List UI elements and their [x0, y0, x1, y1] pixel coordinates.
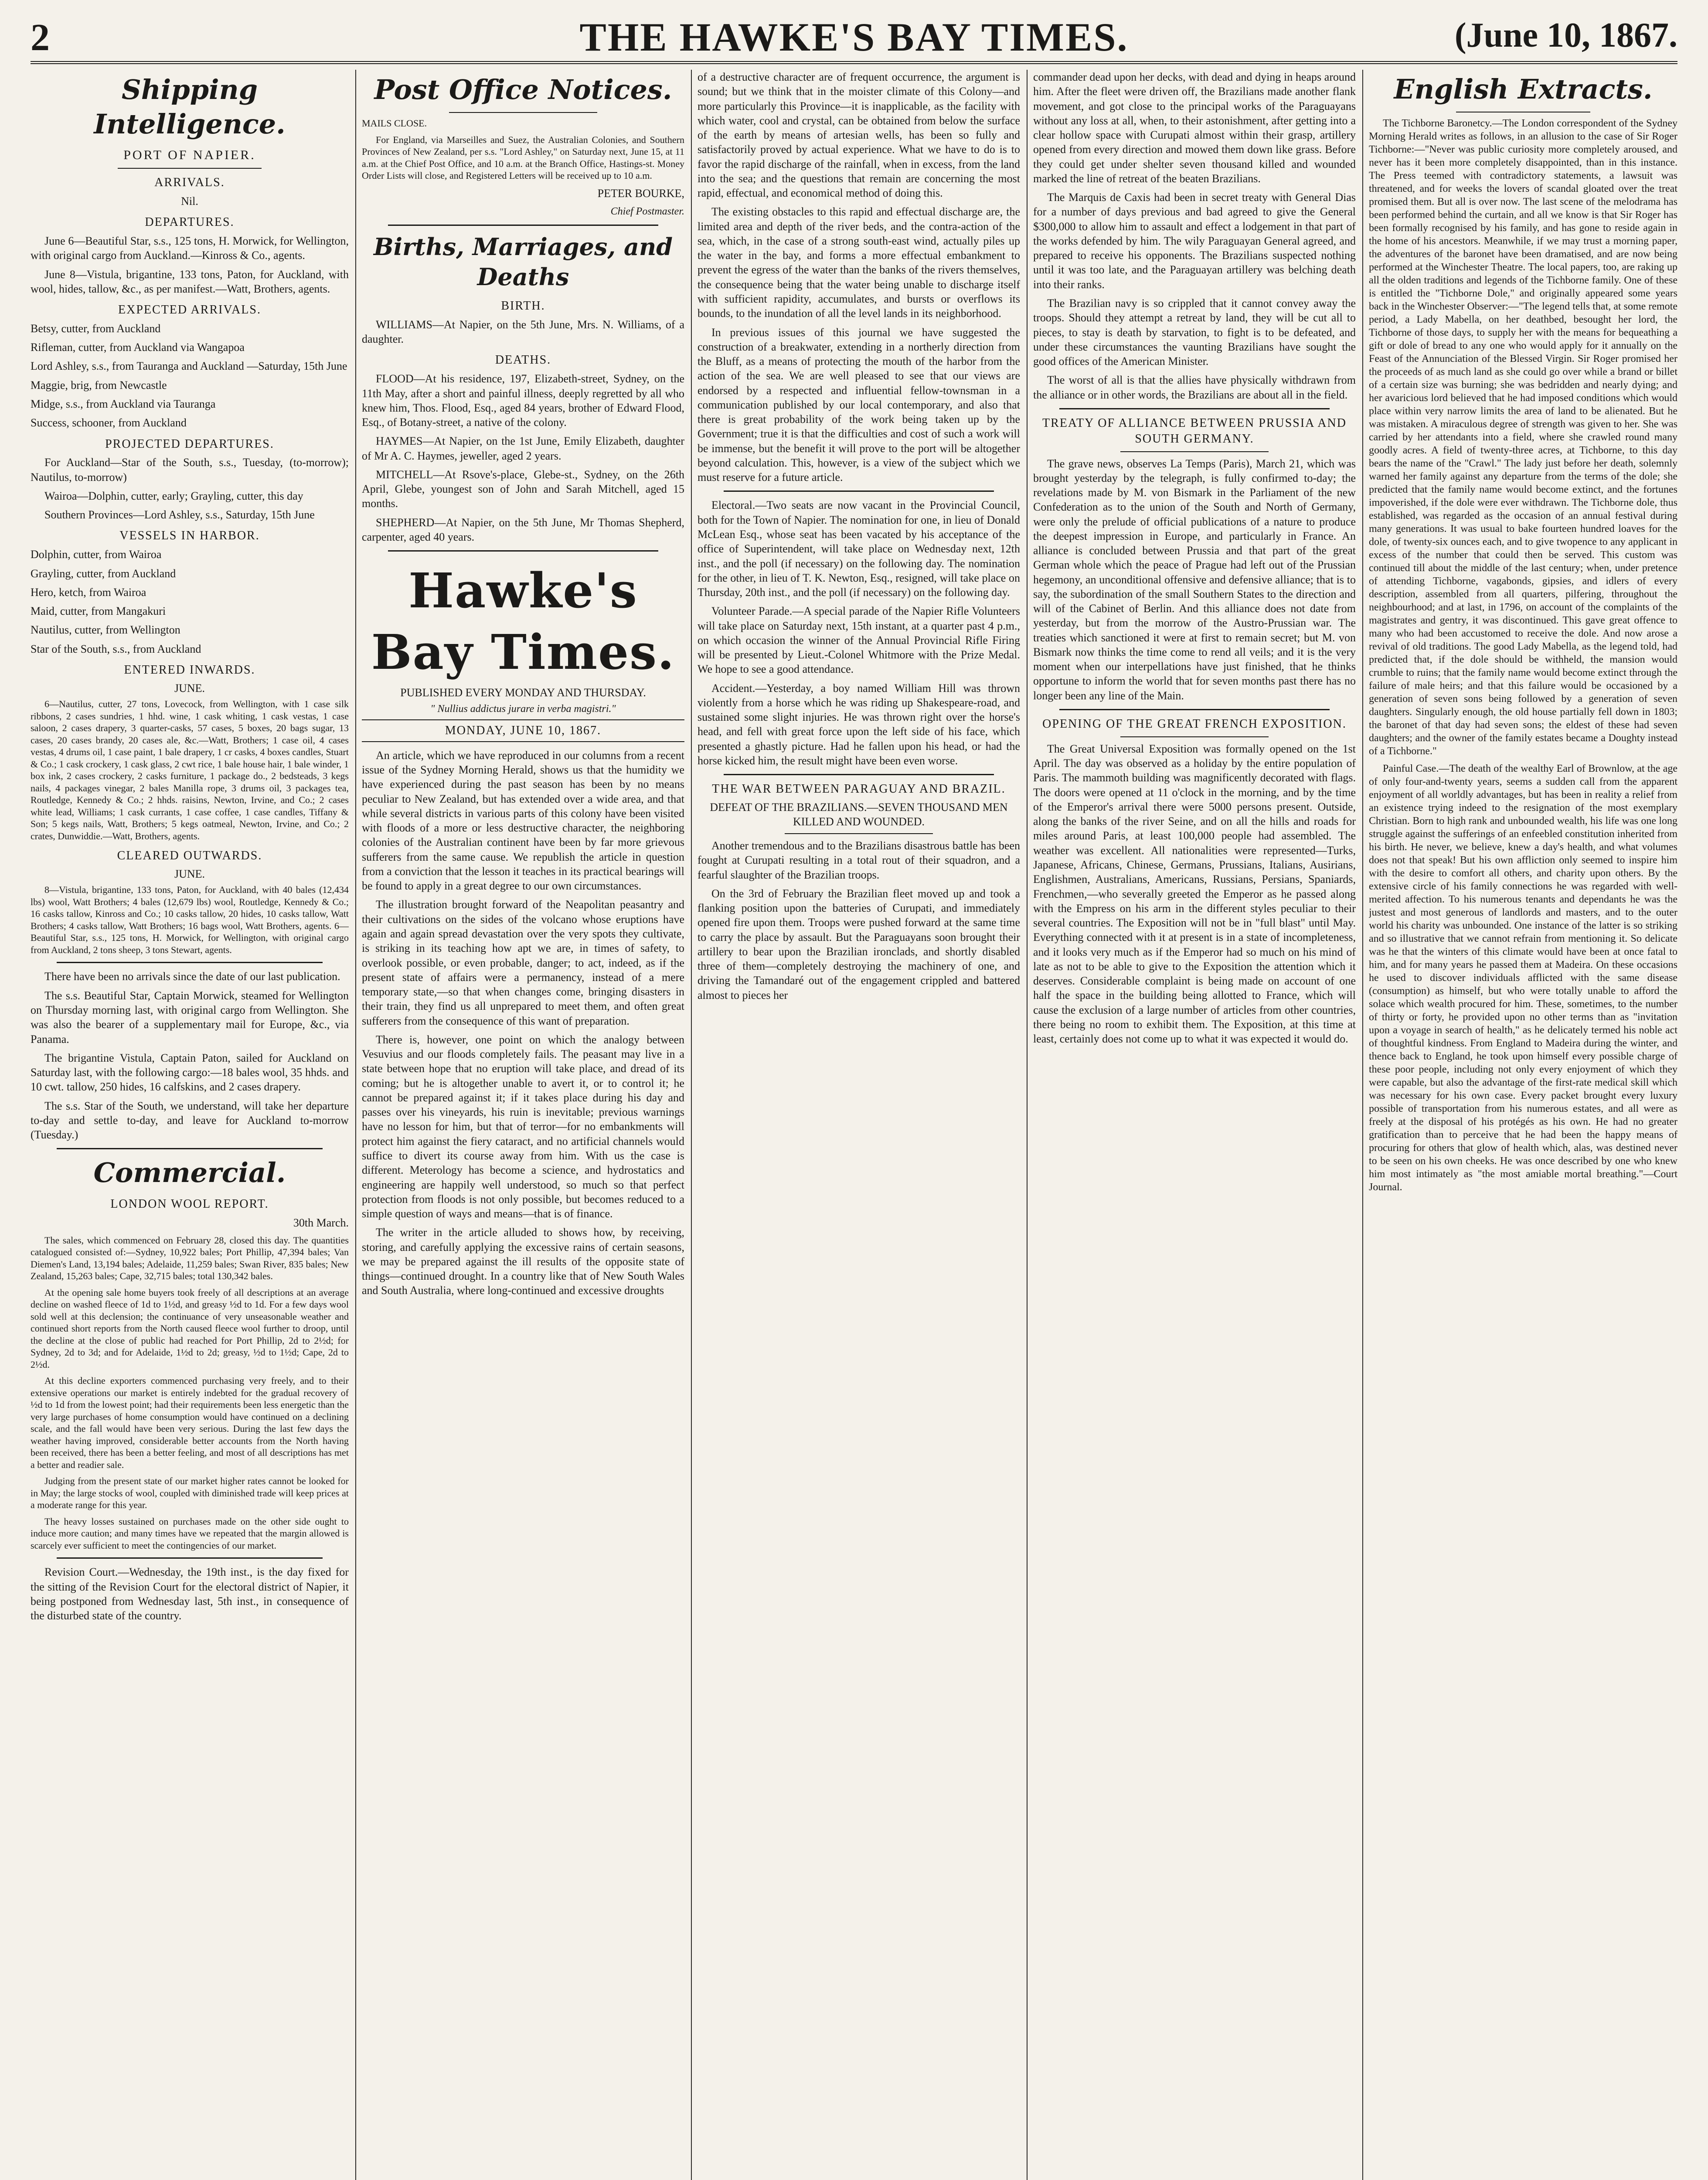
- cleared-month: JUNE.: [174, 867, 205, 880]
- column-shipping: [31, 70, 349, 2180]
- cleared-heading: CLEARED OUTWARDS.: [117, 849, 262, 863]
- divider: [57, 1557, 323, 1559]
- column-english-extracts: [1369, 70, 1677, 2180]
- death-notice: FLOOD—At his residence, 197, Elizabeth-street, Sydney, on the 11th May, after a short and painful illness, deeply regretted by all who knew him, Thos. Flood, Esq., aged 84 years, brother of Edward Flood, Esq., of Botany-street, a native of the colony.: [362, 372, 684, 429]
- divider: [1059, 709, 1330, 710]
- revision-court-paragraph: Revision Court.—Wednesday, the 19th inst., is the day fixed for the sitting of the Revision Court for the electoral district of Napier, it being postponed from Wednesday last, 5th inst., in consequence of the disturbed state of the country.: [31, 1566, 349, 1622]
- bmd-title: Births, Marriages, and Deaths: [373, 232, 673, 291]
- tichborne-paragraph: The Tichborne Baronetcy.—The London correspondent of the Sydney Morning Herald writes as follows, in an allusion to the case of Sir Roger Tichborne:—"Never was public curiosity more completely aroused, and never has it been more completely disappointed, than in this instance. The Press teemed with contradictory statements, a lawsuit was threatened, and for weeks the lovers of scandal gloated over the treat promised them. But all is over now. The last scene of the melodrama has been performed behind the curtain, and all we know is that Sir Roger has been formally recognised by his family, and has gone to reside again in the home of his ancestors. Meanwhile, if we may trust a morning paper, the adventures of the baronet have been dramatised, and are now being performed at the Winchester Theatre. The local papers, too, are raking up all the olden traditions and legends of the Tichborne family. One of these is entitled the "Tichborne Dole," and originally appeared some years back in the Winchester Observer:—"The legend tells that, at some remote period, a Lady Mabella, on her deathbed, besought her lord, the Tichborne of those days, to supply her with the means for bequeathing a gift or dole of bread to any one who would apply for it annually on the Feast of the Annunciation of the Blessed Virgin. Sir Roger promised her the proceeds of as much land as she could go over while a brand or billet of a certain size was burning; she was bedridden and nearly dying; and her avaricious lord believed that he had imposed conditions which would place within very narrow limits the area of land to be alienated. But he was mistaken. A miraculous degree of strength was given to her. She was carried by her attendants into a field, where she crawled round many goodly acres. A field of twenty-three acres, at Tichborne, to this day bears the name of the "Crawl." The lady just before her death, solemnly warned her family against any departure from the terms of the dole; she predicted that the family name would become extinct, and the fortunes impoverished, if the dole were ever withdrawn. The Tichborne dole, thus established, was regarded as the occasion of an annual festival during many generations. It was usual to bake fourteen hundred loaves for the dole, of twenty-six ounces each, and to give twopence to any applicant in excess of the number that could then be served. This custom was continued till about the middle of the last century; when, under pretence of attending Tichborne, vagabonds, gipsies, and idlers of every description, assembled from all quarters, pilfering, throughout the neighbourhood; and at last, in 1796, on account of the complaints of the magistrates and gentry, it was discontinued. This gave great offence to many who had been accustomed to receive the dole. And now arose a revival of old traditions. The good Lady Mabella, as the legend told, had predicted that, if the dole should be withheld, the mansion would crumble to ruins; that the family name would become extinct through the failure of male heirs; and that this failure would be occasioned by a generation of seven sons being followed by a generation of seven daughters. Singularly enough, the old house partially fell down in 1803; the baronet of that day had seven sons; the eldest of these had seven daughters; and the owner of the family estates became a Doughty instead of a Tichborne.": [1369, 117, 1677, 757]
- editorial-nameplate: Hawke's Bay Times.: [371, 562, 675, 680]
- divider: [449, 112, 597, 113]
- expected-item: Maggie, brig, from Newcastle: [31, 378, 167, 392]
- electoral-paragraph: Electoral.—Two seats are now vacant in the Provincial Council, both for the Town of Napier. The nomination for one, in lieu of Donald McLean Esq., whose seat has been vacated by his acceptance of the office of Superintendent, will take place on Wednesday next, 12th inst., and the poll (if necessary) on the following day. The nomination for the other, in lieu of T. K. Newton, Esq., resigned, will take place on Thursday, 20th inst., and the poll (if necessary) on the following day.: [697, 499, 1020, 599]
- war-paragraph: The worst of all is that the allies have physically withdrawn from the alliance or in other words, the Brazilians are about all in the field.: [1033, 374, 1356, 401]
- column-rule: [1027, 70, 1028, 2180]
- mails-close-label: MAILS CLOSE.: [362, 118, 427, 129]
- birth-heading: BIRTH.: [501, 299, 545, 313]
- leader-paragraph: There is, however, one point on which the analogy between Vesuvius and our floods completely fails. The peasant may live in a state between hope that no eruption will take place, and dread of its coming; but he is altogether unable to avert it, or to control it; he cannot be prepared against it; if it takes place during his day and passes over his vineyards, his ruin is inevitable; previous warnings have no lesson for him, but that of terror—for no embankments will protect him against the fiery cataract, and no artificial channels would suffice to divert its course away from him. With us the case is different. Meterology has become a science, and hydrostatics and engineering are happily well understood, so much so that perfect protection from floods is not only possible, but becomes reduced to a simple question of ways and means—that is of finance.: [362, 1033, 684, 1220]
- leader-paragraph: The illustration brought forward of the Neapolitan peasantry and their cultivations on the sides of the volcano whose eruptions have again and again spread devastation over the very spots they cultivate, is striking in its teaching how apt we are, in times of safety, to overlook possible, or even probable, danger; to act, indeed, as if the present state of affairs were a permanency, instead of a mere temporary state,—so that when changes come, bringing disasters in their train, they find us all unprepared to meet them, and often great sufferers from the consequence of this want of preparation.: [362, 898, 684, 1027]
- column-rule: [355, 70, 356, 2180]
- column-leader-continued: [697, 70, 1020, 2180]
- harbor-item: Nautilus, cutter, from Wellington: [31, 623, 180, 637]
- accident-paragraph: Accident.—Yesterday, a boy named William Hill was thrown violently from a horse which he was riding up Shakespeare-road, and sustained some slight injuries. He was thrown right over the horse's head, and fell with great force upon the left side of his face, which presented a ghastly picture. Had he fallen upon his head, or had the horse kicked him, the result might have been even worse.: [697, 681, 1020, 767]
- harbor-item: Grayling, cutter, from Auckland: [31, 567, 176, 580]
- published-line: PUBLISHED EVERY MONDAY AND THURSDAY.: [400, 686, 646, 699]
- wool-report-paragraph: The sales, which commenced on February 28, closed this day. The quantities catalogued consisted of:—Sydney, 10,922 bales; Port Phillip, 47,394 bales; Van Diemen's Land, 13,194 bales; Adelaide, 11,259 bales; Swan River, 835 bales; New Zealand, 15,263 bales; Cape, 32,715 bales; total 130,342 bales.: [31, 1234, 349, 1282]
- column-rule: [1362, 70, 1363, 2180]
- divider: [1059, 408, 1330, 409]
- war-paragraph: Another tremendous and to the Brazilians disastrous battle has been fought at Curupati resulting in a total rout of their squadron, and a fearful slaughter of the Brazilian troops.: [697, 839, 1020, 881]
- divider: [57, 962, 323, 963]
- treaty-paragraph: The grave news, observes La Temps (Paris), March 21, which was brought yesterday by the telegraph, is fully confirmed to-day; the revelations made by M. von Bismark in the Parliament of the new Confederation as to the union of the South and North of Germany, were only the prelude of official publications of a nature to produce the deepest impression in Europe, and particularly in France. An alliance is concluded between Prussia and that part of the great German whole which the peace of Prague had left out of the Prussian hegemony, an unconditional offensive and defensive alliance; that is to say, the subordination of the small Southern States to the direction and will of the Cabinet of Berlin. And this alliance does not date from yesterday, but from the morrow of the Austro-Prussian war. The treaties which sanctioned it were at first to remain secret; but M. von Bismark now thinks the time come to rend all veils; and it is the very moment when our interpellations have just finished, that he thinks opportune to inform the world that for seven months past there has no longer been any line of the Main.: [1033, 457, 1356, 702]
- expected-item: Rifleman, cutter, from Auckland via Wangapoa: [31, 341, 245, 354]
- projected-heading: PROJECTED DEPARTURES.: [105, 437, 274, 451]
- exposition-paragraph: The Great Universal Exposition was formally opened on the 1st April. The day was observed as a holiday by the entire population of Paris. The mammoth building was magnificently decorated with flags. The doors were opened at 11 o'clock in the morning, and by the time of the Emperor's arrival there were 5000 persons present. Outside, along the banks of the river Seine, and on all the hills and roads for miles around Paris, at least 100,000 people had assembled. The weather was excellent. All nationalities were represented—Turks, Japanese, Africans, Chinese, Germans, Prussians, Italians, Ausirians, Englishmen, Australians, Americans, Russians, Persians, Spaniards, Frenchmen,—who severally greeted the Emperor as he passed along with the Empress on his arm in the different styles peculiar to their several countries. The Exposition will not be in "full blast" until May. Everything connected with it at present is in a state of incompleteness, and it looks very much as if the Emperor had so much on his mind of late as not to be able to give to the Exposition the attention which it deserves. Considerable complaint is being made on account of one half the space in the building being allotted to France, which will cause the exclusion of a large number of articles from other countries, there being no room to exhibit them. The Exposition, at this time at least, certainly does not come up to what it was expected it would do.: [1033, 742, 1356, 1046]
- war-heading: THE WAR BETWEEN PARAGUAY AND BRAZIL.: [712, 782, 1006, 796]
- divider: [724, 490, 994, 492]
- port-heading: PORT OF NAPIER.: [123, 147, 256, 162]
- post-signature-title: Chief Postmaster.: [610, 206, 684, 218]
- deaths-heading: DEATHS.: [495, 353, 551, 367]
- expected-heading: EXPECTED ARRIVALS.: [118, 303, 261, 317]
- shipping-title: Shipping Intelligence.: [94, 74, 286, 140]
- divider: [724, 774, 994, 775]
- war-paragraph: On the 3rd of February the Brazilian fleet moved up and took a flanking position upon the batteries of Curupati, and immediately opened fire upon them. Troops were pushed forward at the same time to carry the place by assault. But the Paraguayans soon brought their artillery to bear upon the Brazilian ironclads, and shortly disabled three of them—completely destroying the machinery of one, and driving the Tamandaré out of the engagement crippled and battered almost to pieces her: [697, 887, 1020, 1001]
- post-signature: PETER BOURKE,: [597, 187, 684, 200]
- leader-paragraph: of a destructive character are of frequent occurrence, the argument is sound; but we think that in the moister climate of this Colony—and more particularly this Province—it is inapplicable, as the facility with which water, cool and crystal, can be obtained from below the surface of the earth by means of artesian wells, has been so fully and satisfactorily proved by actual experience. What we have to do is to favor the rapid discharge of the rainfall, when in excess, from the land into the sea; and the questions that remain are concerning the most rapid, effectual, and economical method of doing this.: [697, 71, 1020, 200]
- column-notices: [362, 70, 684, 2180]
- war-paragraph: The Brazilian navy is so crippled that it cannot convey away the troops. Should they attempt a retreat by land, they will be cut all to pieces, to stay is death by starvation, to fight is to be defeated, and under these circumstances the vaunting Brazilians have sought the good offices of the American Minister.: [1033, 296, 1356, 368]
- projected-item: Wairoa—Dolphin, cutter, early; Grayling, cutter, this day: [44, 489, 303, 502]
- entered-month: JUNE.: [174, 681, 205, 695]
- death-notice: HAYMES—At Napier, on the 1st June, Emily Elizabeth, daughter of Mr A. C. Haymes, jeweller, aged 2 years.: [362, 435, 684, 462]
- entered-body: 6—Nautilus, cutter, 27 tons, Lovecock, from Wellington, with 1 case silk ribbons, 2 cases sundries, 1 hhd. wine, 1 cask whiting, 1 cask vestas, 1 case saloon, 2 cases drapery, 3 quarter-casks, 57 cases, 5 boxes, 20 bags sugar, 13 cases, 20 cases brandy, 20 cases ale, &c.—Watt, Brothers; 1 case oil, 4 cases vestas, 4 drums oil, 1 case paint, 1 bale drapery, 1 cr casks, 4 boxes candles, Stuart & Co.; 1 cask crockery, 1 cask glass, 2 cwt rice, 1 bale house hair, 1 bale winder, 1 box ink, 2 cases crockery, 2 casks furniture, 1 package do., 2 bedsteads, 3 kegs nails, 4 packages vinegar, 2 bales Manilla rope, 3 drums oil, 3 packages tea, Routledge, Kennedy & Co.; 2 hhds. raisins, Newton, Irvine, and Co.; 2 cases white lead, Williams; 1 cask currants, 1 case coffee, 1 case candles, Tiffany & Son; 5 kegs nails, Watt, Brothers; 5 kegs oatmeal, Newton, Irvine, and Co.; 2 crates, Dunwiddie.—Watt, Brothers, agents.: [31, 698, 349, 841]
- wool-report-paragraph: At this decline exporters commenced purchasing very freely, and to their extensive operations our market is entirely indebted for the gradual recovery of ½d to 1d from the lowest point; had their requirements been less energetic than the very large purchases of home consumption would have continued on a declining scale, and the fall would have been very serious. During the last few days the weather having improved, considerable better accounts from the North having been received, there has been a better feeling, and most of all descriptions has met a better and readier sale.: [31, 1375, 349, 1470]
- war-paragraph: The Marquis de Caxis had been in secret treaty with General Dias for a number of days previous and bad agreed to give the General $300,000 to allow him to assault and effect a lodgement in that part of the works defended by him. The wily Paraguayan General agreed, and prepared to receive his opponents. The Brazilians suspected nothing until it was too late, and the Paraguayan artillery was belching death into their ranks.: [1033, 191, 1356, 291]
- issue-date: (June 10, 1867.: [1454, 16, 1677, 54]
- motto: " Nullius addictus jurare in verba magistri.": [430, 703, 616, 715]
- expected-item: Success, schooner, from Auckland: [31, 416, 187, 429]
- wool-report-heading: LONDON WOOL REPORT.: [110, 1197, 269, 1211]
- divider: [118, 168, 262, 169]
- shipping-notice: The s.s. Beautiful Star, Captain Morwick, steamed for Wellington on Thursday morning last, with original cargo from Wellington. She was also the bearer of a supplementary mail for Europe, &c., via Panama.: [31, 989, 349, 1046]
- divider: [785, 833, 933, 834]
- divider: [388, 225, 658, 226]
- wool-report-paragraph: At the opening sale home buyers took freely of all descriptions at an average decline on washed fleece of 1d to 1½d, and greasy ½d to 1d. For a few days wool sold well at this declension; the continuance of very unseasonable weather and continued short reports from the North caused fleece wool further to droop, until the decline at the close of public had reached for Port Phillip, 2d to 2½d; for Sydney, 2d to 3d; and for Adelaide, 1½d to 2d; greasy, ½d to 1½d; Cape, 2d to 2½d.: [31, 1287, 349, 1370]
- shipping-notice: The s.s. Star of the South, we understand, will take her departure to-day and settle to-day, and leave for Auckland to-morrow (Tuesday.): [31, 1099, 349, 1141]
- column-foreign-news: [1033, 70, 1356, 2180]
- post-office-title: Post Office Notices.: [374, 74, 672, 106]
- expected-item: Lord Ashley, s.s., from Tauranga and Auckland —Saturday, 15th June: [31, 360, 347, 373]
- harbor-item: Star of the South, s.s., from Auckland: [31, 642, 201, 655]
- harbor-item: Hero, ketch, from Wairoa: [31, 586, 146, 599]
- war-subheading: DEFEAT OF THE BRAZILIANS.—SEVEN THOUSAND MEN KILLED AND WOUNDED.: [710, 801, 1008, 828]
- projected-item: For Auckland—Star of the South, s.s., Tuesday, (to-morrow); Nautilus, to-morrow): [31, 456, 349, 484]
- treaty-heading: TREATY OF ALLIANCE BETWEEN PRUSSIA AND SOUTH GERMANY.: [1042, 416, 1347, 446]
- expected-item: Betsy, cutter, from Auckland: [31, 322, 161, 335]
- cleared-body: 8—Vistula, brigantine, 133 tons, Paton, for Auckland, with 40 bales (12,434 lbs) wool, Watt Brothers; 4 bales (12,679 lbs) wool, Routledge, Kennedy & Co.; 16 casks tallow, Kinross and Co.; 10 casks tallow, 20 hides, 10 casks tallow, Watt Brothers; 4 casks tallow, Watt Brothers; 16 bags wool, Watt Brothers, agents. 6—Beautiful Star, s.s., 125 tons, H. Morwick, for Wellington, with original cargo from Auckland, 2 tons sheep, 3 tons Stewart, agents.: [31, 884, 349, 955]
- masthead: [31, 9, 1677, 64]
- wool-report-paragraph: The heavy losses sustained on purchases made on the other side ought to induce more caution; and many times have we repeated that the margin allowed is scarcely ever sufficient to meet the contingencies of our market.: [31, 1516, 349, 1551]
- harbor-heading: VESSELS IN HARBOR.: [119, 529, 260, 543]
- arrivals-body: Nil.: [181, 194, 198, 208]
- war-paragraph: commander dead upon her decks, with dead and dying in heaps around him. After the fleet were driven off, the Brazilians made another flank movement, and got close to the principal works of the Paraguayans without any loss at all, when, to their astonishment, after getting into a clear hollow space with Curupati almost within their grasp, artillery opened from every direction and mowed them down like grass. Before they could get under shelter seven thousand killed and wounded marked the line of retreat of the beaten Brazilians.: [1033, 71, 1356, 185]
- divider: [57, 1148, 323, 1149]
- expected-item: Midge, s.s., from Auckland via Tauranga: [31, 397, 216, 410]
- leader-paragraph: The existing obstacles to this rapid and effectual discharge are, the limited area and depth of the river beds, and the contra-action of the sea, which, in the case of a strong south-east wind, actually piles up the water in the bay, and forms a more effectual embankment to prevent the egress of the water than the banks of the rivers themselves, the consequence being that the water being unable to discharge itself with sufficient rapidity, accumulates, and bursts or overflows its bounds, to the inundation of all the level lands in its neighborhood.: [697, 205, 1020, 320]
- column-rule: [691, 70, 692, 2180]
- painful-case-paragraph: Painful Case.—The death of the wealthy Earl of Brownlow, at the age of only four-and-twenty years, seems a sudden call from the apparent enjoyment of all worldly advantages, but has been in reality a relief from an existence trying indeed to the resignation of the most exemplary Christian. Born to high rank and unbounded wealth, his life was one long struggle against the sufferings of an enfeebled constitution inherited from his birth. He never, we believe, knew a day's health, and what volumes does not that speak! But his own affliction only seemed to inspire him with the desire to comfort all others, and charity upon others. By the extensive circle of his family connections he was regarded with well-merited affection. To his numerous tenants and dependants he was the justest and most generous of landlords and masters, and to the outer world his charity was unbounded. One instance of the latter is so striking and so illustrative that we cannot refrain from mentioning it. So delicate was he that the winters of this climate would have been at once fatal to him, and for many years he passed them at Madeira. On these occasions he used to discover individuals afflicted with the same disease (consumption) as himself, but who were totally unable to afford the solace which wealth procured for him. These, sometimes, to the number of thirty or forty, he provided upon no other terms than as "invitation upon a voyage in search of health," as he delicately termed his noble act of thoughtful kindness. From England to Madeira during the winter, and thence back to England, he took upon himself every possible charge of these poor people, including not only every enjoyment of which they were capable, but also the advantage of the first-rate medical skill which was necessary for his own case. Every packet brought every luxury possible of transportation from his numerous estates, and all were as freely at the disposal of his protégés as his own. He had no greater gratification than to perceive that he had been the happy means of procuring for others that glow of health which, alas, was destined never to be seen on his own cheeks. He was once described by one who knew him most intimately as "the most amiable mortal breathing."—Court Journal.: [1369, 763, 1677, 1193]
- leader-paragraph: The writer in the article alluded to shows how, by receiving, storing, and carefully applying the excessive rains of certain seasons, we may be prepared against the ill results of the opposite state of things—continued drought. In a country like that of New South Wales and South Australia, where long-continued and excessive droughts: [362, 1226, 684, 1297]
- shipping-notice: The brigantine Vistula, Captain Paton, sailed for Auckland on Saturday last, with the following cargo:—18 bales wool, 35 hhds. and 10 cwt. tallow, 250 hides, 16 calfskins, and 2 cases drapery.: [31, 1051, 349, 1093]
- arrivals-heading: ARRIVALS.: [154, 176, 225, 190]
- wool-report-date: 30th March.: [293, 1216, 349, 1229]
- departure-item: June 8—Vistula, brigantine, 133 tons, Paton, for Auckland, with wool, hides, tallow, &c., as per manifest.—Watt, Brothers, agents.: [31, 268, 349, 295]
- harbor-item: Maid, cutter, from Mangakuri: [31, 605, 166, 618]
- post-office-body: For England, via Marseilles and Suez, the Australian Colonies, and Southern Provinces of New Zealand, per s.s. "Lord Ashley," on Saturday next, June 15, at 11 a.m. at the Chief Post Office, and 10 a.m. at the Branch Office, Hastings-st. Money Order Lists will close, and Registered Letters will be received up to 10 a.m.: [362, 134, 684, 181]
- death-notice: SHEPHERD—At Napier, on the 5th June, Mr Thomas Shepherd, carpenter, aged 40 years.: [362, 516, 684, 543]
- projected-item: Southern Provinces—Lord Ashley, s.s., Saturday, 15th June: [44, 508, 315, 521]
- shipping-notice: There have been no arrivals since the date of our last publication.: [44, 970, 340, 983]
- entered-heading: ENTERED INWARDS.: [124, 663, 255, 677]
- harbor-item: Dolphin, cutter, from Wairoa: [31, 548, 162, 561]
- departures-heading: DEPARTURES.: [145, 215, 235, 229]
- departure-item: June 6—Beautiful Star, s.s., 125 tons, H. Morwick, for Wellington, with original cargo from Auckland.—Kinross & Co., agents.: [31, 235, 349, 262]
- commercial-title: Commercial.: [93, 1157, 286, 1189]
- volunteer-paragraph: Volunteer Parade.—A special parade of the Napier Rifle Volunteers will take place on Saturday next, 15th instant, at a quarter past 4 p.m., on which occasion the winner of the Annual Provincial Rifle Firing will be presented by Lieut.-Colonel Whitmore with the Prize Medal. We hope to see a good attendance.: [697, 605, 1020, 676]
- divider: [388, 550, 658, 552]
- english-extracts-title: English Extracts.: [1394, 73, 1653, 105]
- death-notice: MITCHELL—At Rsove's-place, Glebe-st., Sydney, on the 26th April, Glebe, youngest son of John and Sarah Mitchell, aged 15 months.: [362, 468, 684, 510]
- birth-notice: WILLIAMS—At Napier, on the 5th June, Mrs. N. Williams, of a daughter.: [362, 318, 684, 346]
- leader-date: MONDAY, JUNE 10, 1867.: [362, 719, 684, 742]
- divider: [1120, 451, 1269, 452]
- newspaper-title: THE HAWKE'S BAY TIMES.: [579, 15, 1129, 59]
- wool-report-paragraph: Judging from the present state of our market higher rates cannot be looked for in May; the large stocks of wool, coupled with diminished trade will keep prices at a moderate range for this year.: [31, 1475, 349, 1511]
- leader-paragraph: An article, which we have reproduced in our columns from a recent issue of the Sydney Morning Herald, shows us that the humidity we have experienced during the past season has been by no means peculiar to New Zealand, but has extended over a wide area, and that while several districts in various parts of this colony have been visited with floods of a more or less destructive character, the neighboring colonies of the Australian continent have been by far more grievous sufferers from the same cause. We republish the article in question from a conviction that the lesson it teaches in its practical bearings will be found to apply in a great degree to our own circumstances.: [362, 749, 684, 892]
- leader-paragraph: In previous issues of this journal we have suggested the construction of a breakwater, extending in a northerly direction from the Bluff, as a means of protecting the mouth of the harbor from the action of the sea. We are well pleased to see that our views are endorsed by a respected and influential fellow-townsman in a communication published by our local contemporary, and also that there is great probability of the work being taken up by the Government; true it is that the difficulties and cost of such a work will be immense, but the benefit it will prove to the port will be altogether beyond calculation. This, however, is a view of the subject which we must reserve for a future article.: [697, 326, 1020, 484]
- page-number: 2: [31, 17, 50, 59]
- divider: [1120, 736, 1269, 737]
- exposition-heading: OPENING OF THE GREAT FRENCH EXPOSITION.: [1042, 717, 1347, 731]
